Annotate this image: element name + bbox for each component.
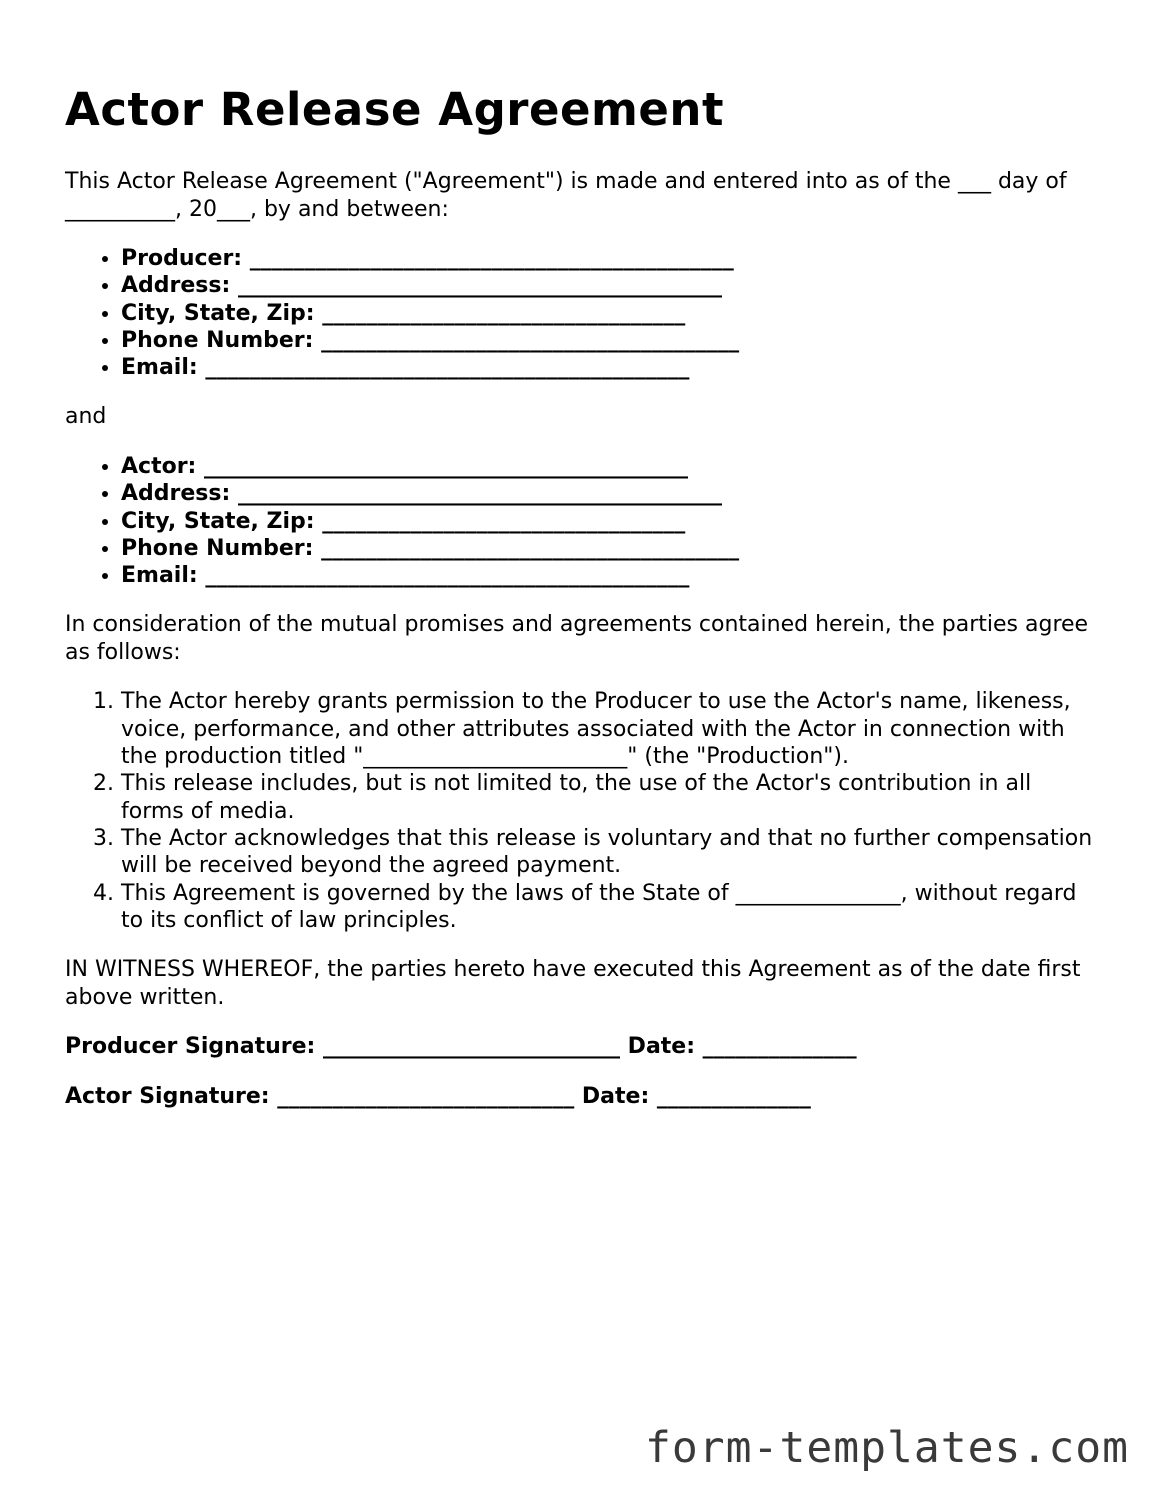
actor-details-list: [65, 453, 1095, 589]
actor-address-field: • Address: ____________________________________________: [121, 480, 1095, 507]
producer-email-field: • Email: ____________________________________________: [121, 354, 1095, 381]
actor-name-field: • Actor: ____________________________________________: [121, 453, 1095, 480]
actor-signature-line: Actor Signature: ___________________________ Date: ______________: [65, 1083, 811, 1109]
intro-paragraph: This Actor Release Agreement ("Agreement") is made and entered into as of the ___ day of __________, 20___, by and between:: [65, 169, 1067, 222]
producer-signature-line: Producer Signature: ___________________________ Date: ______________: [65, 1034, 857, 1060]
terms-list: [65, 688, 1095, 934]
watermark: form-templates.com: [645, 1423, 1129, 1473]
producer-phone-field: • Phone Number: ______________________________________: [121, 327, 1095, 354]
witness-paragraph: IN WITNESS WHEREOF, the parties hereto have executed this Agreement as of the date first above written.: [65, 957, 1081, 1010]
and-connector: and: [65, 404, 107, 430]
page-title: Actor Release Agreement: [65, 83, 724, 136]
producer-address-field: • Address: ____________________________________________: [121, 272, 1095, 299]
actor-phone-field: • Phone Number: ______________________________________: [121, 535, 1095, 562]
consideration-paragraph: In consideration of the mutual promises and agreements contained herein, the parties agree as follows:: [65, 612, 1089, 665]
term-item-voluntary: 3. The Actor acknowledges that this release is voluntary and that no further compensation will be received beyond the agreed payment.: [121, 825, 1095, 880]
producer-details-list: [65, 245, 1095, 381]
actor-city-state-zip-field: • City, State, Zip: _________________________________: [121, 508, 1095, 535]
term-item-permission: 1. The Actor hereby grants permission to the Producer to use the Actor's name, likeness, voice, performance, and other attributes associated with the Actor in connection with the production titled "________________________" (the "Production").: [121, 688, 1095, 770]
document-page: [65, 80, 1095, 1110]
producer-city-state-zip-field: • City, State, Zip: _________________________________: [121, 300, 1095, 327]
term-item-media: 2. This release includes, but is not limited to, the use of the Actor's contribution in all forms of media.: [121, 770, 1095, 825]
actor-email-field: • Email: ____________________________________________: [121, 562, 1095, 589]
producer-name-field: • Producer: ____________________________________________: [121, 245, 1095, 272]
term-item-governing-law: 4. This Agreement is governed by the laws of the State of _______________, without regard to its conflict of law principles.: [121, 880, 1095, 935]
